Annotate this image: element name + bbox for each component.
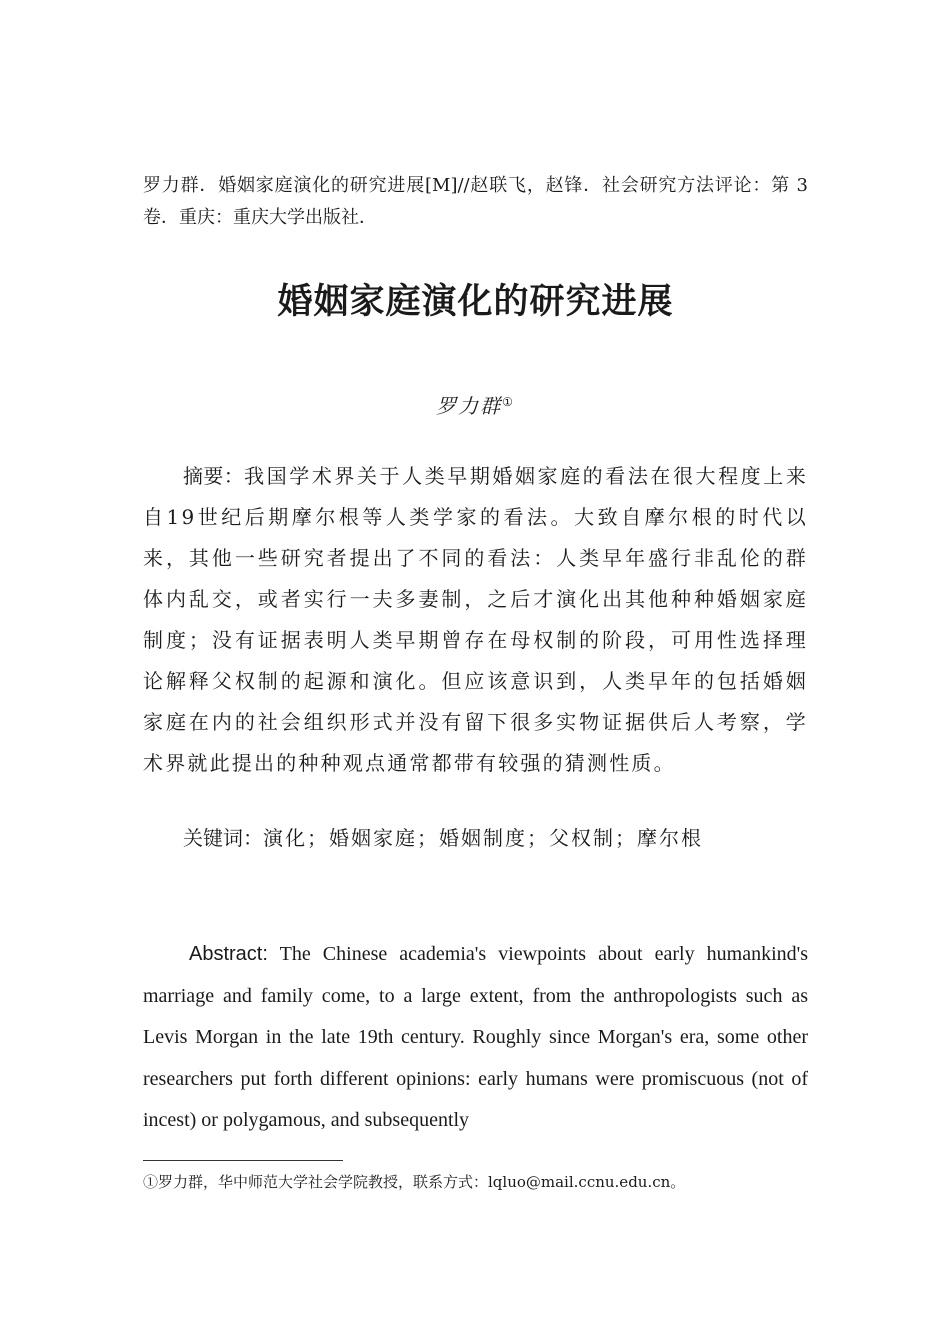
author-line <box>143 390 808 422</box>
author-footnote-mark[interactable]: ① <box>502 395 515 409</box>
abstract-chinese-text: 我国学术界关于人类早期婚姻家庭的看法在很大程度上来自19世纪后期摩尔根等人类学家的看法。大致自摩尔根的时代以来，其他一些研究者提出了不同的看法：人类早年盛行非乱伦的群体内乱交，或者实行一夫多妻制，之后才演化出其他种种婚姻家庭制度；没有证据表明人类早期曾存在母权制的阶段，可用性选择理论解释父权制的起源和演化。但应该意识到，人类早年的包括婚姻家庭在内的社会组织形式并没有留下很多实物证据供后人考察，学术界就此提出的种种观点通常都带有较强的猜测性质。 <box>143 464 809 775</box>
abstract-english <box>143 934 808 1142</box>
footnote-divider <box>143 1160 343 1161</box>
author-name: 罗力群 <box>436 394 503 418</box>
keywords-text: 演化；婚姻家庭；婚姻制度；父权制；摩尔根 <box>263 826 703 850</box>
abstract-chinese <box>143 456 808 784</box>
footnote: ①罗力群，华中师范大学社会学院教授，联系方式：lqluo@mail.ccnu.edu.cn。 <box>143 1173 686 1191</box>
keywords-label: 关键词： <box>183 826 263 850</box>
abstract-english-text: The Chinese academia's viewpoints about early humankind's marriage and family come, to a large extent, from the anthropologists such as Levis Morgan in the late 19th century. Roughly since Morgan's era, some other researchers put forth different opinions: early humans were promiscuous (not of incest) or polygamous, and subsequently <box>143 943 809 1131</box>
citation-line: 罗力群．婚姻家庭演化的研究进展[M]//赵联飞，赵锋．社会研究方法评论：第 3 卷．重庆：重庆大学出版社． <box>143 175 808 228</box>
keywords <box>143 820 808 856</box>
paper-title: 婚姻家庭演化的研究进展 <box>277 282 674 322</box>
abstract-chinese-label: 摘要： <box>183 464 245 488</box>
abstract-english-label: Abstract: <box>189 943 268 965</box>
